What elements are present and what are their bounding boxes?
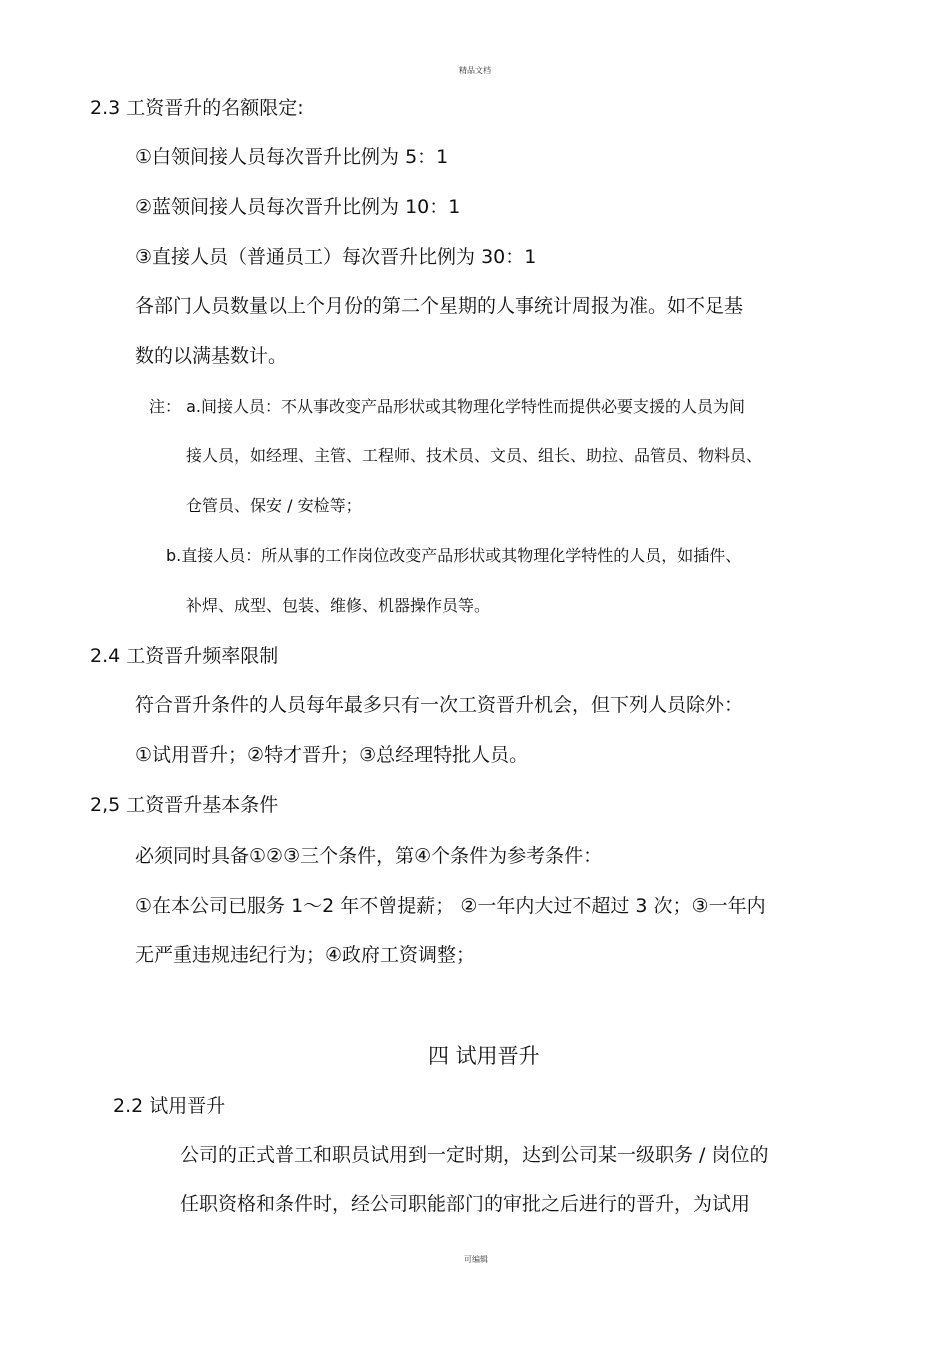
section-2-5-line-1: 必须同时具备①②③三个条件，第④个条件为参考条件： [135, 845, 603, 867]
section-2-3-paragraph-line-2: 数的以满基数计。 [135, 345, 288, 367]
section-4-title: 四 试用晋升 [428, 1044, 540, 1068]
note-b-line-1: b.直接人员：所从事的工作岗位改变产品形状或其物理化学特性的人员，如插件、 [166, 546, 742, 565]
header-watermark: 精品文档 [459, 66, 491, 75]
section-2-5-line-2: ①在本公司已服务 1～2 年不曾提薪； ②一年内大过不超过 3 次；③一年内 [135, 895, 766, 917]
section-2-2-heading: 2.2 试用晋升 [113, 1095, 226, 1117]
section-2-4-line-1: 符合晋升条件的人员每年最多只有一次工资晋升机会，但下列人员除外： [135, 694, 744, 716]
section-2-2-line-2: 任职资格和条件时，经公司职能部门的审批之后进行的晋升，为试用 [180, 1193, 751, 1215]
note-a-line-1: 注： a.间接人员：不从事改变产品形状或其物理化学特性而提供必要支援的人员为间 [149, 397, 745, 416]
note-a-line-2: 接人员，如经理、主管、工程师、技术员、文员、组长、助拉、品管员、物料员、 [186, 446, 763, 465]
footer-label: 可编辑 [464, 1255, 488, 1264]
section-2-2-line-1: 公司的正式普工和职员试用到一定时期，达到公司某一级职务 / 岗位的 [180, 1144, 769, 1166]
note-b-line-2: 补焊、成型、包装、维修、机器操作员等。 [186, 596, 491, 615]
section-2-3-item-1: ①白领间接人员每次晋升比例为 5：1 [135, 146, 449, 168]
section-2-4-line-2: ①试用晋升；②特才晋升；③总经理特批人员。 [135, 744, 529, 766]
section-2-3-item-2: ②蓝领间接人员每次晋升比例为 10：1 [135, 196, 461, 218]
section-2-3-heading: 2.3 工资晋升的名额限定: [90, 97, 304, 119]
section-2-5-heading: 2,5 工资晋升基本条件 [90, 794, 279, 816]
section-2-3-paragraph-line-1: 各部门人员数量以上个月份的第二个星期的人事统计周报为准。如不足基 [135, 295, 744, 317]
note-a-line-3: 仓管员、保安 / 安检等； [186, 496, 362, 515]
section-2-4-heading: 2.4 工资晋升频率限制 [90, 645, 279, 667]
section-2-3-item-3: ③直接人员（普通员工）每次晋升比例为 30：1 [135, 246, 537, 268]
section-2-5-line-3: 无严重违规违纪行为；④政府工资调整； [135, 944, 476, 966]
